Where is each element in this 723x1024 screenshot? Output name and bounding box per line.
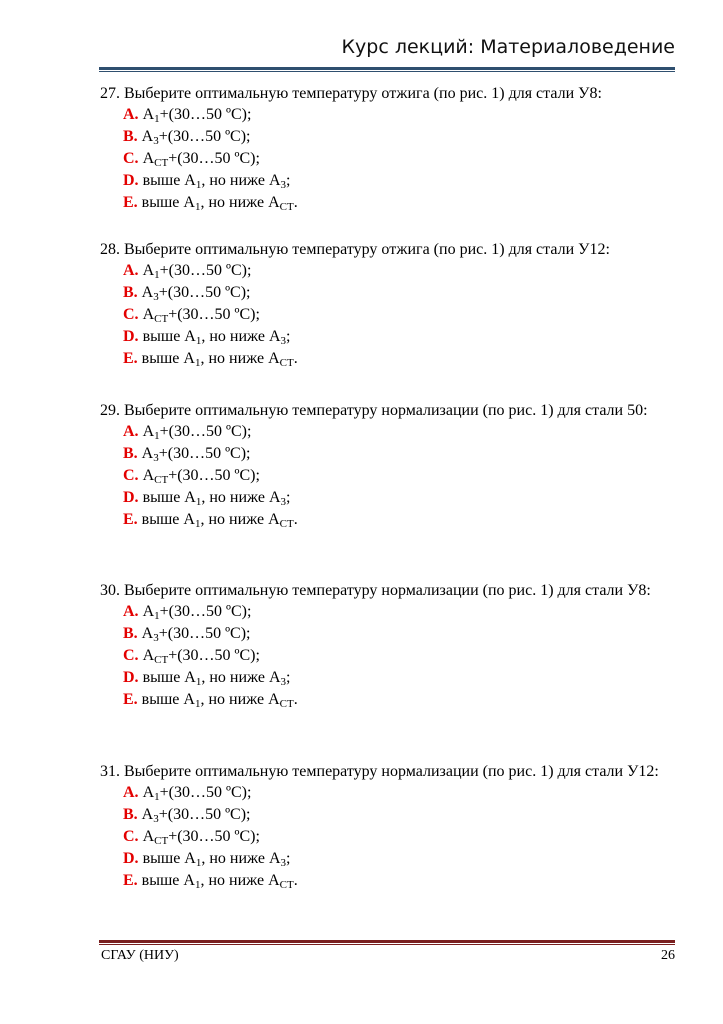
answer-text: $A_1+(30\dots 50$ ºC); — [142, 784, 252, 803]
answer-letter: E. — [123, 872, 138, 889]
answer-text: выше $A_1$, но ниже $A_3$; — [142, 328, 291, 347]
question-number: 28. — [100, 241, 120, 258]
answer-option-b[interactable] — [100, 804, 671, 826]
answer-option-a[interactable] — [100, 421, 671, 443]
answer-text: $A_1+(30\dots 50$ ºC); — [142, 262, 252, 281]
question-block-28 — [100, 239, 671, 370]
question-prompt: Выберите оптимальную температуру нормализации (по рис. 1) для стали 50: — [124, 402, 648, 419]
answer-text: выше $A_1$, но ниже $A_{CT}$. — [141, 194, 298, 213]
answer-option-e[interactable] — [100, 870, 671, 892]
answer-option-a[interactable] — [100, 104, 671, 126]
answer-letter: A. — [123, 603, 139, 620]
answer-option-d[interactable] — [100, 326, 671, 348]
answer-letter: A. — [123, 784, 139, 801]
answer-letter: A. — [123, 423, 139, 440]
answer-option-e[interactable] — [100, 509, 671, 531]
answer-option-a[interactable] — [100, 260, 671, 282]
answer-option-d[interactable] — [100, 667, 671, 689]
answer-letter: B. — [123, 806, 138, 823]
question-prompt: Выберите оптимальную температуру нормализации (по рис. 1) для стали У8: — [124, 582, 651, 599]
answer-option-e[interactable] — [100, 348, 671, 370]
answer-text: $A_1+(30\dots 50$ ºC); — [142, 106, 252, 125]
footer-rule — [99, 940, 675, 943]
answer-text: выше $A_1$, но ниже $A_{CT}$. — [141, 350, 298, 369]
answer-letter: C. — [123, 647, 139, 664]
answer-option-c[interactable] — [100, 826, 671, 848]
answer-option-b[interactable] — [100, 623, 671, 645]
answer-text: $A_3+(30\dots 50$ ºC); — [141, 128, 251, 147]
question-block-27 — [100, 83, 671, 214]
question-number: 27. — [100, 85, 120, 102]
answer-text: $A_3+(30\dots 50$ ºC); — [141, 625, 251, 644]
answer-option-d[interactable] — [100, 487, 671, 509]
answer-letter: E. — [123, 511, 138, 528]
answer-text: выше $A_1$, но ниже $A_{CT}$. — [141, 511, 298, 530]
answer-option-b[interactable] — [100, 282, 671, 304]
question-prompt: Выберите оптимальную температуру нормализации (по рис. 1) для стали У12: — [124, 763, 659, 780]
question-text — [100, 761, 671, 782]
answer-letter: B. — [123, 445, 138, 462]
question-text — [100, 580, 671, 601]
answer-letter: C. — [123, 467, 139, 484]
page-header-title: Курс лекций: Материаловедение — [341, 36, 675, 58]
answer-text: $A_{CT}+(30\dots 50$ ºC); — [142, 306, 260, 325]
answer-option-c[interactable] — [100, 148, 671, 170]
answer-option-c[interactable] — [100, 465, 671, 487]
answer-letter: C. — [123, 306, 139, 323]
answer-text: выше $A_1$, но ниже $A_{CT}$. — [141, 691, 298, 710]
question-text — [100, 239, 671, 260]
answer-option-a[interactable] — [100, 782, 671, 804]
answer-letter: C. — [123, 150, 139, 167]
footer-rule-thin — [99, 944, 675, 945]
question-block-30 — [100, 580, 671, 711]
answer-letter: E. — [123, 350, 138, 367]
answer-text: $A_1+(30\dots 50$ ºC); — [142, 603, 252, 622]
answer-letter: D. — [123, 489, 139, 506]
answer-text: $A_3+(30\dots 50$ ºC); — [141, 445, 251, 464]
answer-letter: B. — [123, 284, 138, 301]
answer-list — [100, 782, 671, 892]
question-number: 31. — [100, 763, 120, 780]
answer-letter: E. — [123, 194, 138, 211]
answer-list — [100, 104, 671, 214]
answer-option-d[interactable] — [100, 170, 671, 192]
answer-letter: B. — [123, 625, 138, 642]
footer-institution: СГАУ (НИУ) — [101, 948, 179, 963]
answer-option-e[interactable] — [100, 689, 671, 711]
answer-text: $A_3+(30\dots 50$ ºC); — [141, 806, 251, 825]
answer-option-b[interactable] — [100, 443, 671, 465]
answer-letter: D. — [123, 172, 139, 189]
answer-text: $A_1+(30\dots 50$ ºC); — [142, 423, 252, 442]
question-prompt: Выберите оптимальную температуру отжига (по рис. 1) для стали У8: — [124, 85, 602, 102]
question-number: 29. — [100, 402, 120, 419]
answer-list — [100, 601, 671, 711]
answer-list — [100, 421, 671, 531]
answer-letter: A. — [123, 262, 139, 279]
answer-text: $A_{CT}+(30\dots 50$ ºC); — [142, 467, 260, 486]
question-text — [100, 400, 671, 421]
question-prompt: Выберите оптимальную температуру отжига (по рис. 1) для стали У12: — [124, 241, 610, 258]
answer-letter: D. — [123, 669, 139, 686]
answer-text: $A_{CT}+(30\dots 50$ ºC); — [142, 828, 260, 847]
answer-text: выше $A_1$, но ниже $A_3$; — [142, 850, 291, 869]
answer-option-e[interactable] — [100, 192, 671, 214]
answer-option-d[interactable] — [100, 848, 671, 870]
answer-letter: A. — [123, 106, 139, 123]
answer-text: выше $A_1$, но ниже $A_3$; — [142, 669, 291, 688]
answer-option-c[interactable] — [100, 645, 671, 667]
answer-letter: D. — [123, 328, 139, 345]
answer-list — [100, 260, 671, 370]
header-rule-thin — [99, 71, 675, 72]
answer-text: $A_3+(30\dots 50$ ºC); — [141, 284, 251, 303]
answer-letter: C. — [123, 828, 139, 845]
question-text — [100, 83, 671, 104]
header-rule — [99, 67, 675, 70]
question-block-29 — [100, 400, 671, 531]
answer-text: $A_{CT}+(30\dots 50$ ºC); — [142, 150, 260, 169]
answer-text: выше $A_1$, но ниже $A_3$; — [142, 172, 291, 191]
answer-letter: E. — [123, 691, 138, 708]
answer-letter: B. — [123, 128, 138, 145]
page-number: 26 — [661, 948, 675, 963]
answer-text: $A_{CT}+(30\dots 50$ ºC); — [142, 647, 260, 666]
answer-option-c[interactable] — [100, 304, 671, 326]
answer-option-a[interactable] — [100, 601, 671, 623]
question-block-31 — [100, 761, 671, 892]
answer-option-b[interactable] — [100, 126, 671, 148]
answer-letter: D. — [123, 850, 139, 867]
question-number: 30. — [100, 582, 120, 599]
answer-text: выше $A_1$, но ниже $A_3$; — [142, 489, 291, 508]
answer-text: выше $A_1$, но ниже $A_{CT}$. — [141, 872, 298, 891]
